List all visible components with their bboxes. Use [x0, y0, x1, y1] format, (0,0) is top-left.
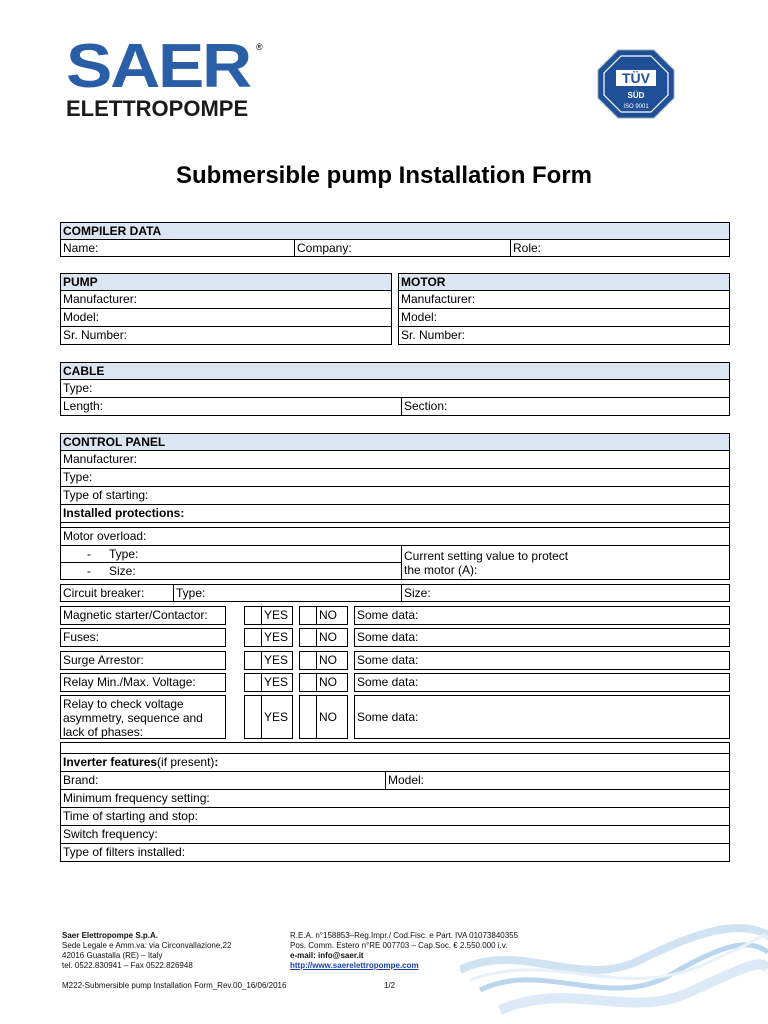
- footer-address-1: Sede Legale e Amm.va: via Circonvallazione,22: [62, 941, 232, 950]
- yes-label: YES: [261, 673, 293, 692]
- relay-label-line: Relay to check voltage: [63, 697, 184, 711]
- control-type-field[interactable]: Type:: [60, 468, 730, 487]
- logo-registered-mark: ®: [256, 42, 263, 52]
- relay-label-line: asymmetry, sequence and: [63, 711, 203, 725]
- no-label: NO: [316, 651, 348, 670]
- footer-company-name: Saer Elettropompe S.p.A.: [62, 931, 159, 940]
- motor-overload-label: Motor overload:: [60, 527, 730, 546]
- relay-label: [60, 695, 226, 739]
- sud-text: SÜD: [627, 91, 645, 100]
- overload-size-label: Size:: [109, 564, 136, 578]
- no-checkbox[interactable]: [299, 606, 317, 625]
- cable-type-field[interactable]: Type:: [60, 379, 730, 398]
- inverter-title-note: (if present): [157, 755, 215, 769]
- compiler-name-field[interactable]: Name:: [60, 239, 295, 257]
- some-data-field[interactable]: Some data:: [354, 628, 730, 647]
- page-number: 1/2: [384, 981, 396, 990]
- no-checkbox[interactable]: [299, 628, 317, 647]
- inverter-brand-field[interactable]: Brand:: [60, 771, 386, 790]
- no-checkbox[interactable]: [299, 695, 317, 739]
- device-label: Surge Arrestor:: [60, 651, 226, 670]
- motor-model-field[interactable]: Model:: [398, 308, 730, 327]
- overload-size-field[interactable]: [60, 562, 402, 580]
- device-label: Fuses:: [60, 628, 226, 647]
- yes-checkbox[interactable]: [244, 695, 262, 739]
- dash: -: [87, 547, 91, 561]
- iso-text: ISO 9001: [623, 104, 649, 110]
- yes-label: YES: [261, 651, 293, 670]
- inverter-heading: [60, 753, 730, 772]
- current-setting-label-1: Current setting value to protect: [404, 549, 569, 563]
- circuit-breaker-label: Circuit breaker:: [60, 584, 174, 602]
- tuv-text: TÜV: [622, 70, 650, 86]
- some-data-field[interactable]: Some data:: [354, 673, 730, 692]
- device-label: Relay Min./Max. Voltage:: [60, 673, 226, 692]
- no-label: NO: [316, 628, 348, 647]
- footer-company-block: [62, 931, 302, 971]
- pump-model-field[interactable]: Model:: [60, 308, 392, 327]
- no-checkbox[interactable]: [299, 651, 317, 670]
- yes-label: YES: [261, 606, 293, 625]
- no-label: NO: [316, 695, 348, 739]
- breaker-size-field[interactable]: Size:: [401, 584, 730, 602]
- control-starting-field[interactable]: Type of starting:: [60, 486, 730, 505]
- some-data-field[interactable]: Some data:: [354, 651, 730, 670]
- footer-phone: tel. 0522.830941 – Fax 0522.826948: [62, 961, 193, 970]
- yes-checkbox[interactable]: [244, 606, 262, 625]
- inverter-title-colon: :: [214, 755, 219, 769]
- footer-registration-block: [290, 931, 590, 971]
- yes-checkbox[interactable]: [244, 673, 262, 692]
- yes-label: YES: [261, 628, 293, 647]
- compiler-company-field[interactable]: Company:: [294, 239, 511, 257]
- footer-address-2: 42016 Guastalla (RE) – Italy: [62, 951, 163, 960]
- some-data-field[interactable]: Some data:: [354, 606, 730, 625]
- some-data-field[interactable]: Some data:: [354, 695, 730, 739]
- footer-rea: R.E.A. n°158853–Reg.Impr./ Cod.Fisc. e Part. IVA 01073840355: [290, 931, 519, 940]
- no-label: NO: [316, 606, 348, 625]
- page-title: Submersible pump Installation Form: [175, 162, 593, 189]
- tuv-sud-certification-icon: [596, 48, 676, 120]
- dash: -: [87, 564, 91, 578]
- motor-serial-field[interactable]: Sr. Number:: [398, 326, 730, 345]
- compiler-header: COMPILER DATA: [60, 222, 730, 240]
- cable-section-field[interactable]: Section:: [401, 397, 730, 416]
- start-stop-time-field[interactable]: Time of starting and stop:: [60, 807, 730, 826]
- control-panel-header: CONTROL PANEL: [60, 433, 730, 451]
- overload-type-field[interactable]: [60, 545, 402, 563]
- yes-label: YES: [261, 695, 293, 739]
- motor-manufacturer-field[interactable]: Manufacturer:: [398, 290, 730, 309]
- logo-brand: SAER: [66, 32, 250, 101]
- document-reference: M222-Submersible pump Installation Form_Rev.00_16/06/2016: [62, 981, 287, 990]
- yes-checkbox[interactable]: [244, 651, 262, 670]
- cable-length-field[interactable]: Length:: [60, 397, 402, 416]
- installed-protections-heading: Installed protections:: [60, 504, 730, 523]
- footer-website-link[interactable]: http://www.saerelettropompe.com: [290, 961, 419, 970]
- switch-frequency-field[interactable]: Switch frequency:: [60, 825, 730, 844]
- saer-logo: [66, 32, 266, 122]
- compiler-role-field[interactable]: Role:: [510, 239, 730, 257]
- filters-field[interactable]: Type of filters installed:: [60, 843, 730, 862]
- inverter-title: Inverter features: [63, 755, 158, 769]
- cable-header: CABLE: [60, 362, 730, 380]
- no-checkbox[interactable]: [299, 673, 317, 692]
- footer-email[interactable]: e-mail: info@saer.it: [290, 951, 364, 960]
- yes-checkbox[interactable]: [244, 628, 262, 647]
- pump-manufacturer-field[interactable]: Manufacturer:: [60, 290, 392, 309]
- current-setting-field[interactable]: [401, 545, 730, 580]
- pump-serial-field[interactable]: Sr. Number:: [60, 326, 392, 345]
- breaker-type-field[interactable]: Type:: [173, 584, 402, 602]
- inverter-model-field[interactable]: Model:: [385, 771, 730, 790]
- device-label: Magnetic starter/Contactor:: [60, 606, 226, 625]
- min-frequency-field[interactable]: Minimum frequency setting:: [60, 789, 730, 808]
- current-setting-label-2: the motor (A):: [404, 563, 478, 577]
- relay-label-line: lack of phases:: [63, 725, 144, 739]
- motor-header: MOTOR: [398, 273, 730, 291]
- overload-type-label: Type:: [109, 547, 139, 561]
- logo-subtitle: ELETTROPOMPE: [66, 96, 249, 121]
- footer-commercial: Pos. Comm. Estero n°RE 007703 – Cap.Soc. € 2.550.000 i.v.: [290, 941, 508, 950]
- pump-header: PUMP: [60, 273, 392, 291]
- control-manufacturer-field[interactable]: Manufacturer:: [60, 450, 730, 469]
- no-label: NO: [316, 673, 348, 692]
